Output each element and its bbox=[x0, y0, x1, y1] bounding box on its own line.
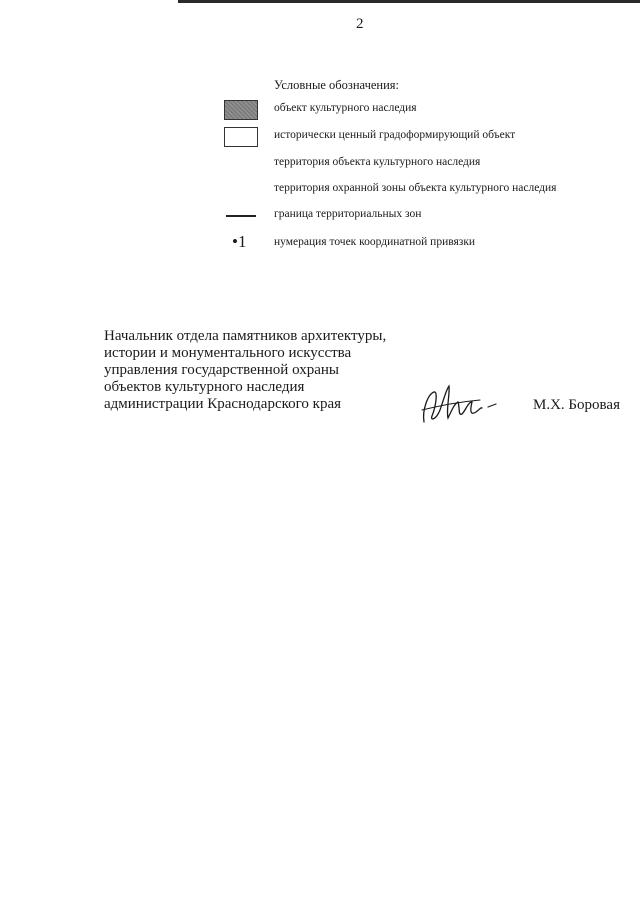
handwritten-signature bbox=[418, 380, 500, 432]
legend-item-protection-zone bbox=[0, 182, 640, 202]
legend-item-point-numbering bbox=[0, 234, 640, 254]
signatory-name: М.Х. Боровая bbox=[533, 397, 620, 413]
legend-item-label: территория охранной зоны объекта культурного наследия bbox=[274, 182, 557, 194]
position-line: администрации Краснодарского края bbox=[104, 396, 342, 412]
position-line: управления государственной охраны bbox=[104, 362, 339, 378]
boundary-line-icon bbox=[226, 215, 256, 217]
legend-item-label: граница территориальных зон bbox=[274, 208, 422, 220]
legend-item-valuable-object bbox=[0, 127, 640, 147]
position-line: объектов культурного наследия bbox=[104, 379, 305, 395]
position-line: Начальник отдела памятников архитектуры, bbox=[104, 328, 387, 344]
legend-item-zone-boundary bbox=[0, 206, 640, 226]
page-number: 2 bbox=[356, 16, 364, 32]
gray-rectangle-icon bbox=[224, 100, 258, 120]
legend-item-heritage-object bbox=[0, 100, 640, 120]
legend-item-label: нумерация точек координатной привязки bbox=[274, 236, 476, 248]
signatory-position bbox=[104, 328, 386, 413]
legend-item-label: исторически ценный градоформирующий объект bbox=[274, 129, 516, 141]
legend-item-label: территория объекта культурного наследия bbox=[274, 156, 481, 168]
legend-item-label: объект культурного наследия bbox=[274, 102, 417, 114]
white-rectangle-icon bbox=[224, 127, 258, 147]
position-line: истории и монументального искусства bbox=[104, 345, 352, 361]
legend-item-heritage-territory bbox=[0, 156, 640, 176]
top-border-line bbox=[178, 0, 640, 3]
legend-title: Условные обозначения: bbox=[274, 78, 400, 92]
point-marker-icon: •1 bbox=[232, 232, 247, 251]
